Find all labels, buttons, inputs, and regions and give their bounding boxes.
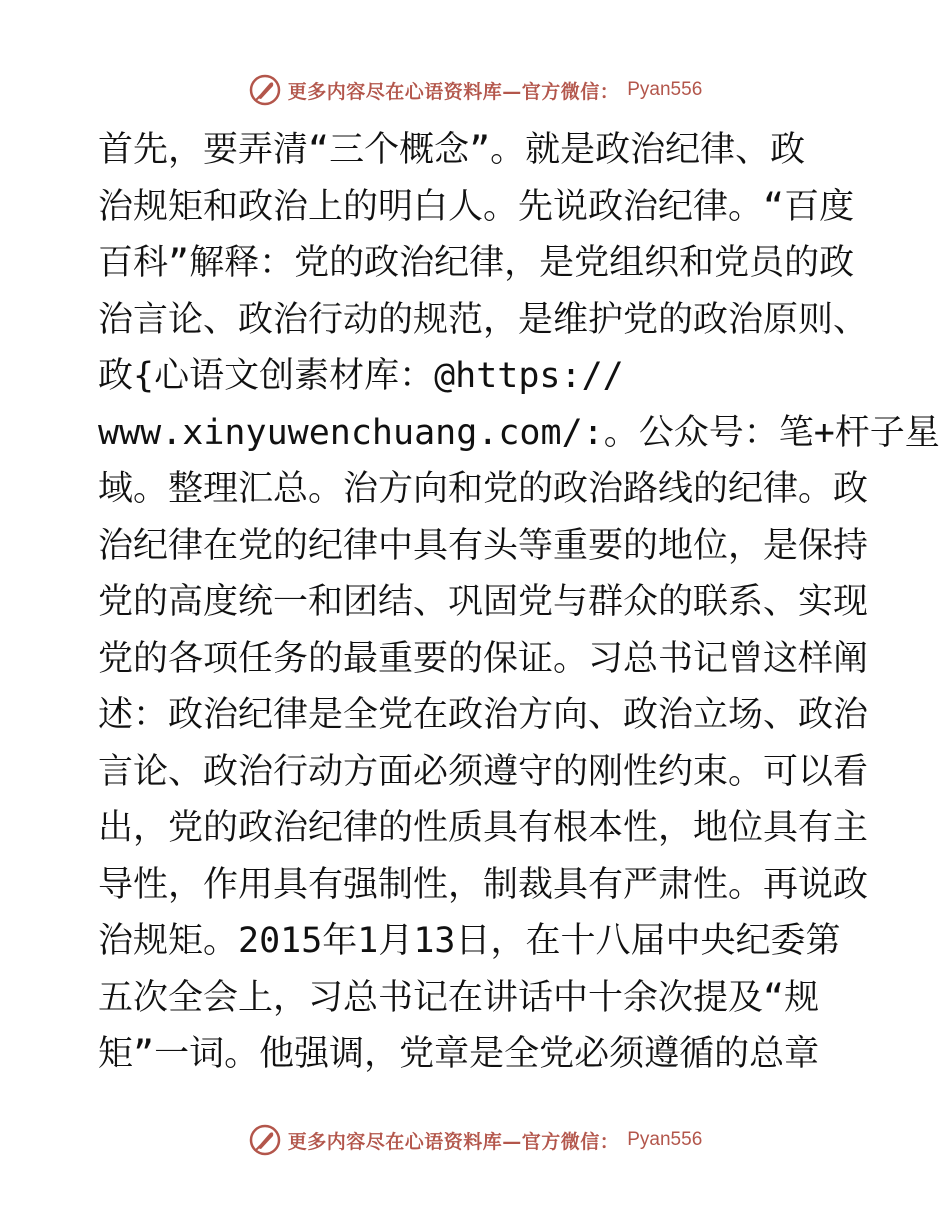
footer-watermark-text: 更多内容尽在心语资料库—官方微信： [287, 1130, 620, 1153]
body-line: www.xinyuwenchuang.com/:。公众号：笔+杆子星 [98, 412, 940, 453]
body-line: 域。整理汇总。治方向和党的政治路线的纪律。政 [98, 469, 869, 509]
body-line: 出，党的政治纪律的性质具有根本性，地位具有主 [98, 808, 869, 848]
body-line: 政{心语文创素材库：@https:// [98, 356, 624, 396]
header-wechat-account: Pyan556 [627, 79, 703, 100]
footer-watermark [0, 1120, 950, 1160]
body-line: 导性，作用具有强制性，制裁具有严肃性。再说政 [98, 864, 869, 905]
body-line: 党的各项任务的最重要的保证。习总书记曾这样阐 [98, 638, 869, 679]
body-line: 矩”一词。他强调，党章是全党必须遵循的总章 [98, 1034, 820, 1074]
body-line: 述：政治纪律是全党在政治方向、政治立场、政治 [98, 695, 869, 735]
quill-logo-icon [248, 1123, 282, 1157]
quill-logo-icon [248, 73, 282, 107]
body-line: 治规矩。2015年1月13日，在十八届中央纪委第 [98, 921, 841, 961]
body-line: 首先，要弄清“三个概念”。就是政治纪律、政 [98, 130, 806, 170]
body-line: 党的高度统一和团结、巩固党与群众的联系、实现 [98, 582, 869, 622]
body-line: 五次全会上，习总书记在讲话中十余次提及“规 [98, 977, 820, 1018]
body-line: 治纪律在党的纪律中具有头等重要的地位，是保持 [98, 525, 869, 566]
header-watermark [0, 70, 950, 110]
footer-wechat-account: Pyan556 [627, 1129, 703, 1150]
body-line: 治言论、政治行动的规范，是维护党的政治原则、 [98, 299, 869, 340]
body-line: 言论、政治行动方面必须遵守的刚性约束。可以看 [98, 751, 869, 792]
document-body [98, 122, 940, 1083]
header-watermark-text: 更多内容尽在心语资料库—官方微信： [287, 80, 620, 103]
body-line: 治规矩和政治上的明白人。先说政治纪律。“百度 [98, 186, 855, 227]
body-line: 百科”解释：党的政治纪律，是党组织和党员的政 [98, 243, 855, 283]
